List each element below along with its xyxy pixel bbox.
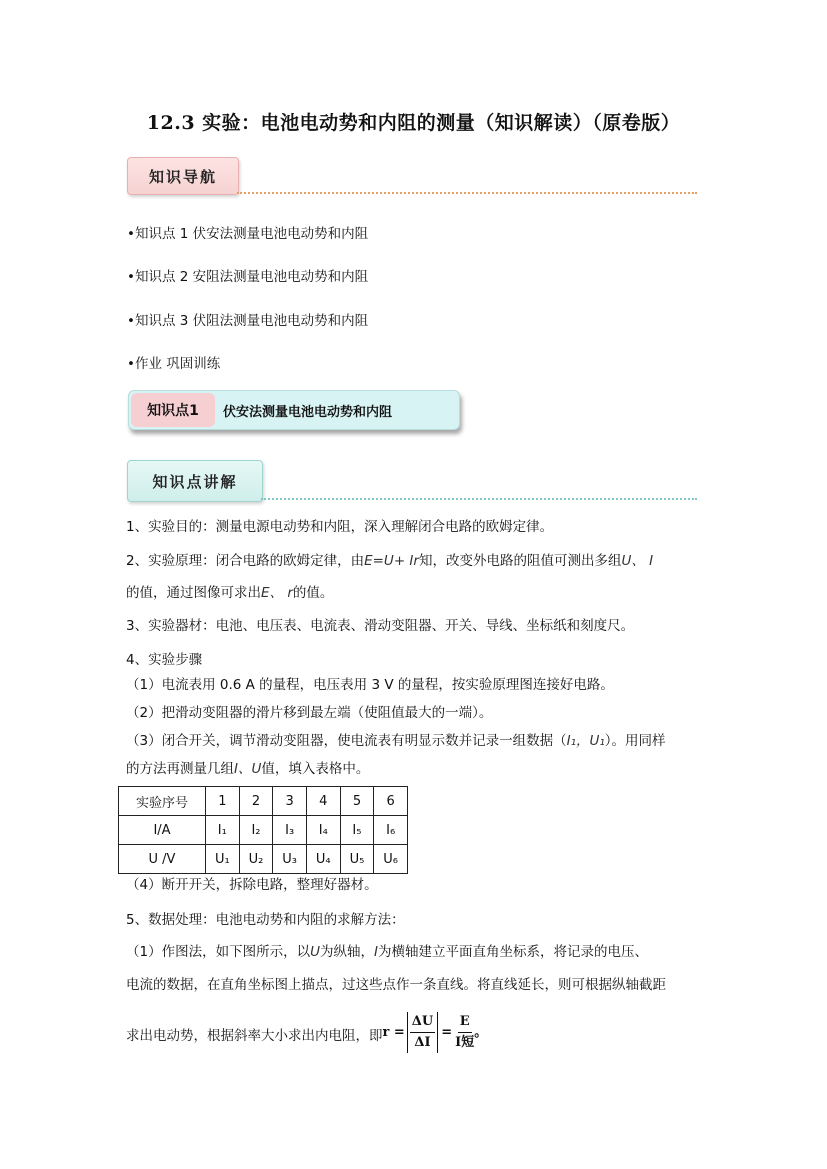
table-cell: I₃ bbox=[273, 816, 307, 845]
nav-banner: 知识导航 bbox=[127, 157, 239, 195]
table-row bbox=[119, 816, 408, 845]
step-3-cont: 的方法再测量几组I、U值，填入表格中。 bbox=[126, 761, 370, 777]
toc-item-1[interactable]: •知识点 1 伏安法测量电池电动势和内阻 bbox=[127, 226, 369, 242]
toc-item-3[interactable]: •知识点 3 伏阻法测量电池电动势和内阻 bbox=[127, 313, 369, 329]
toc-item-2[interactable]: •知识点 2 安阻法测量电池电动势和内阻 bbox=[127, 269, 369, 285]
paragraph-purpose: 1、实验目的：测量电源电动势和内阻，深入理解闭合电路的欧姆定律。 bbox=[126, 519, 554, 535]
table-cell: I₂ bbox=[239, 816, 273, 845]
page-title: 12.3 实验：电池电动势和内阻的测量（知识解读）（原卷版） bbox=[146, 112, 681, 134]
step-1: （1）电流表用 0.6 A 的量程，电压表用 3 V 的量程，按实验原理图连接好电路。 bbox=[126, 677, 614, 693]
table-row bbox=[119, 787, 408, 816]
step-3: （3）闭合开关，调节滑动变阻器，使电流表有明显示数并记录一组数据（I₁，U₁）。用同样 bbox=[126, 733, 666, 749]
paragraph-principle: 2、实验原理：闭合电路的欧姆定律，由E=U+ Ir知，改变外电路的阻值可测出多组U、 I bbox=[126, 553, 654, 569]
table-cell: 2 bbox=[239, 787, 273, 816]
table-cell: U₂ bbox=[239, 845, 273, 874]
kp-tag: 知识点1 bbox=[131, 393, 215, 427]
knowledge-point-header bbox=[128, 390, 460, 430]
table-cell: U /V bbox=[119, 845, 206, 874]
table-cell: U₁ bbox=[206, 845, 240, 874]
paragraph-steps-heading: 4、实验步骤 bbox=[126, 652, 203, 668]
table-cell: U₆ bbox=[374, 845, 408, 874]
step-4: （4）断开开关，拆除电路，整理好器材。 bbox=[126, 877, 378, 893]
explain-banner: 知识点讲解 bbox=[127, 460, 263, 502]
kp-title: 伏安法测量电池电动势和内阻 bbox=[223, 405, 393, 420]
table-cell: 1 bbox=[206, 787, 240, 816]
table-cell: U₄ bbox=[306, 845, 340, 874]
table-row bbox=[119, 845, 408, 874]
graph-method-line-2: 电流的数据，在直角坐标图上描点，过这些点作一条直线。将直线延长，则可根据纵轴截距 bbox=[126, 977, 666, 993]
table-cell: 4 bbox=[306, 787, 340, 816]
divider bbox=[261, 498, 697, 500]
internal-resistance-formula: r = $\frac{\Delta U}{\Delta I}$ = $\frac{E}{\text{I短}}$ 。 bbox=[383, 1012, 488, 1053]
graph-method-line-3: 求出电动势，根据斜率大小求出内电阻，即 r = $\frac{\Delta U}{\Delta I}$ = $\frac{E}{\text{I短}}$ 。 bbox=[126, 1012, 487, 1053]
paragraph-principle-cont: 的值，通过图像可求出E、 r的值。 bbox=[126, 585, 334, 601]
paragraph-data-processing: 5、数据处理：电池电动势和内阻的求解方法： bbox=[126, 912, 405, 928]
divider bbox=[237, 192, 697, 194]
table-cell: I₅ bbox=[340, 816, 374, 845]
table-cell: I/A bbox=[119, 816, 206, 845]
table-cell: I₄ bbox=[306, 816, 340, 845]
data-table bbox=[118, 786, 408, 874]
table-cell: U₅ bbox=[340, 845, 374, 874]
table-cell: I₆ bbox=[374, 816, 408, 845]
table-cell: U₃ bbox=[273, 845, 307, 874]
paragraph-equipment: 3、实验器材：电池、电压表、电流表、滑动变阻器、开关、导线、坐标纸和刻度尺。 bbox=[126, 618, 635, 634]
table-cell: 6 bbox=[374, 787, 408, 816]
toc-item-homework[interactable]: •作业 巩固训练 bbox=[127, 356, 221, 372]
step-2: （2）把滑动变阻器的滑片移到最左端（使阻值最大的一端）。 bbox=[126, 705, 493, 721]
table-cell: 5 bbox=[340, 787, 374, 816]
graph-method-line-1: （1）作图法，如下图所示，以U为纵轴，I为横轴建立平面直角坐标系，将记录的电压、 bbox=[126, 944, 648, 960]
table-cell: 3 bbox=[273, 787, 307, 816]
table-cell: 实验序号 bbox=[119, 787, 206, 816]
table-cell: I₁ bbox=[206, 816, 240, 845]
